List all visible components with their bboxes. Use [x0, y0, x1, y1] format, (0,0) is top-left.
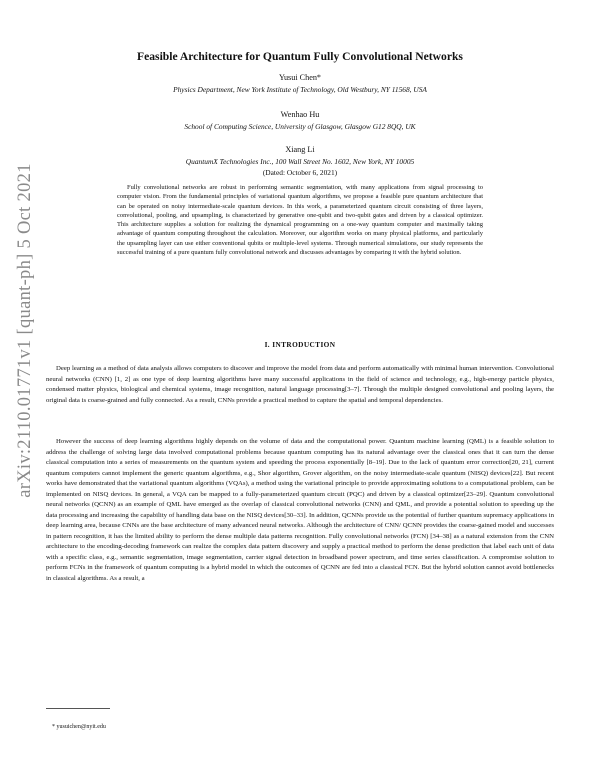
arxiv-identifier: arXiv:2110.01771v1 [quant-ph] 5 Oct 2021 [14, 162, 35, 498]
date-line: (Dated: October 6, 2021) [262, 168, 338, 177]
author-affiliation: Physics Department, New York Institute of Technology, Old Westbury, NY 11568, USA [173, 85, 427, 94]
section-heading: I. INTRODUCTION [264, 340, 336, 349]
paper-title: Feasible Architecture for Quantum Fully Convolutional Networks [137, 50, 463, 63]
author-affiliation: School of Computing Science, University of Glasgow, Glasgow G12 8QQ, UK [184, 122, 416, 131]
author-name: Xiang Li [285, 145, 315, 154]
author-name: Yusui Chen* [278, 73, 322, 82]
footnote-email: * yusuichen@nyit.edu [52, 724, 106, 730]
author-affiliation: QuantumX Technologies Inc., 100 Wall Street No. 1602, New York, NY 10005 [185, 157, 415, 166]
body-paragraph: Deep learning as a method of data analysis allows computers to discover and improve the model from data and perform automatically with minimal human intervention. Convolutional neural networks (CNN) [1, 2] as one type of deep learning algorithms have many successful applications in the field of science and technology, e.g., high-energy particle physics, condensed matter physics, biological and chemical systems, image recognition, natural language processing[3–7]. Through the multiple designed convolutional and pooling layers, the original data is coarse-grained and fully connected. As a result, CNNs provide a practical method to capture the spatial and temporal dependencies. [46, 365, 554, 404]
footnote-rule [46, 708, 110, 709]
abstract: Fully convolutional networks are robust in performing semantic segmentation, with many applications from signal processing to computer vision. From the fundamental principles of variational quantum algorithms, we propose a feasible pure quantum architecture that can be operated on noisy intermediate-scale quantum devices. In this work, a parameterized quantum circuit consisting of three layers, convolutional, pooling, and upsampling, is characterized by generative one-qubit and two-qubit gates and driven by a classical optimizer. This architecture supplies a solution for realizing the dynamical programming on a one-way quantum computer and maximally taking advantage of quantum computing throughout the calculation. Moreover, our algorithm works on many physical platforms, and particularly the upsampling layer can use either conventional qubits or multiple-level systems. Through numerical simulations, our study represents the successful training of a pure quantum fully convolutional network and discusses advantages by comparing it with the hybrid solution. [117, 184, 483, 256]
body-paragraph: However the success of deep learning algorithms highly depends on the volume of data and the computational power. Quantum machine learning (QML) is a feasible solution to address the challenge of solving large data involved computational problems because quantum computing has its natural advantage over the classical ones that it can turn the dense classical computation into a series of measurements on the quantum system and speeding the process exponentially [8–19]. Due to the lack of quantum error correction[20, 21], current quantum computers cannot implement the generic quantum algorithms, e.g., Shor algorithm, Grover algorithm, on the noisy intermediate-scale quantum (NISQ) devices[22]. But recent works have demonstrated that the variational quantum algorithms (VQAs), a method using the variational principle to provide approximating solutions to a computational problem, can be implemented on NISQ devices. In general, a VQA can be mapped to a fully-parameterized quantum circuit (PQC) and driven by a classical optimizer[23–29]. Quantum convolutional neural networks (QCNN) as an example of QML have emerged as the overlap of classical convolutional networks (CNN) and QML, and provide a potential solution to speeding up the data processing and increasing the capability of handling data base on the NISQ devices[30–33]. In addition, QCNNs provide us the potential of further quantum supremacy applications in deep learning area, because CNNs are the base architecture of many advanced neural networks. Although the architecture of CNN/ QCNN provides the coarse-gained model and successes in pattern recognition, it has the limited ability to perform the dense multiple data patterns recognition. Fully convolutional networks (FCN) [34–38] as a natural extension from the CNN architecture to the encoding-decoding framework can realize the complex data pattern discovery and supply a practical method to perform the dense prediction that label each unit of data with a specific class, e.g., semantic segmentation, image segmentation, carrier signal detection in broadband power spectrum, and time series classification. A compromise solution to perform FCNs in the framework of quantum computing is a hybrid model in which the outcomes of QCNN are fed into a classical FCN. But the hybrid solution cannot avoid bottlenecks in classical algorithms. As a result, a [46, 438, 554, 582]
author-name: Wenhao Hu [280, 110, 320, 119]
